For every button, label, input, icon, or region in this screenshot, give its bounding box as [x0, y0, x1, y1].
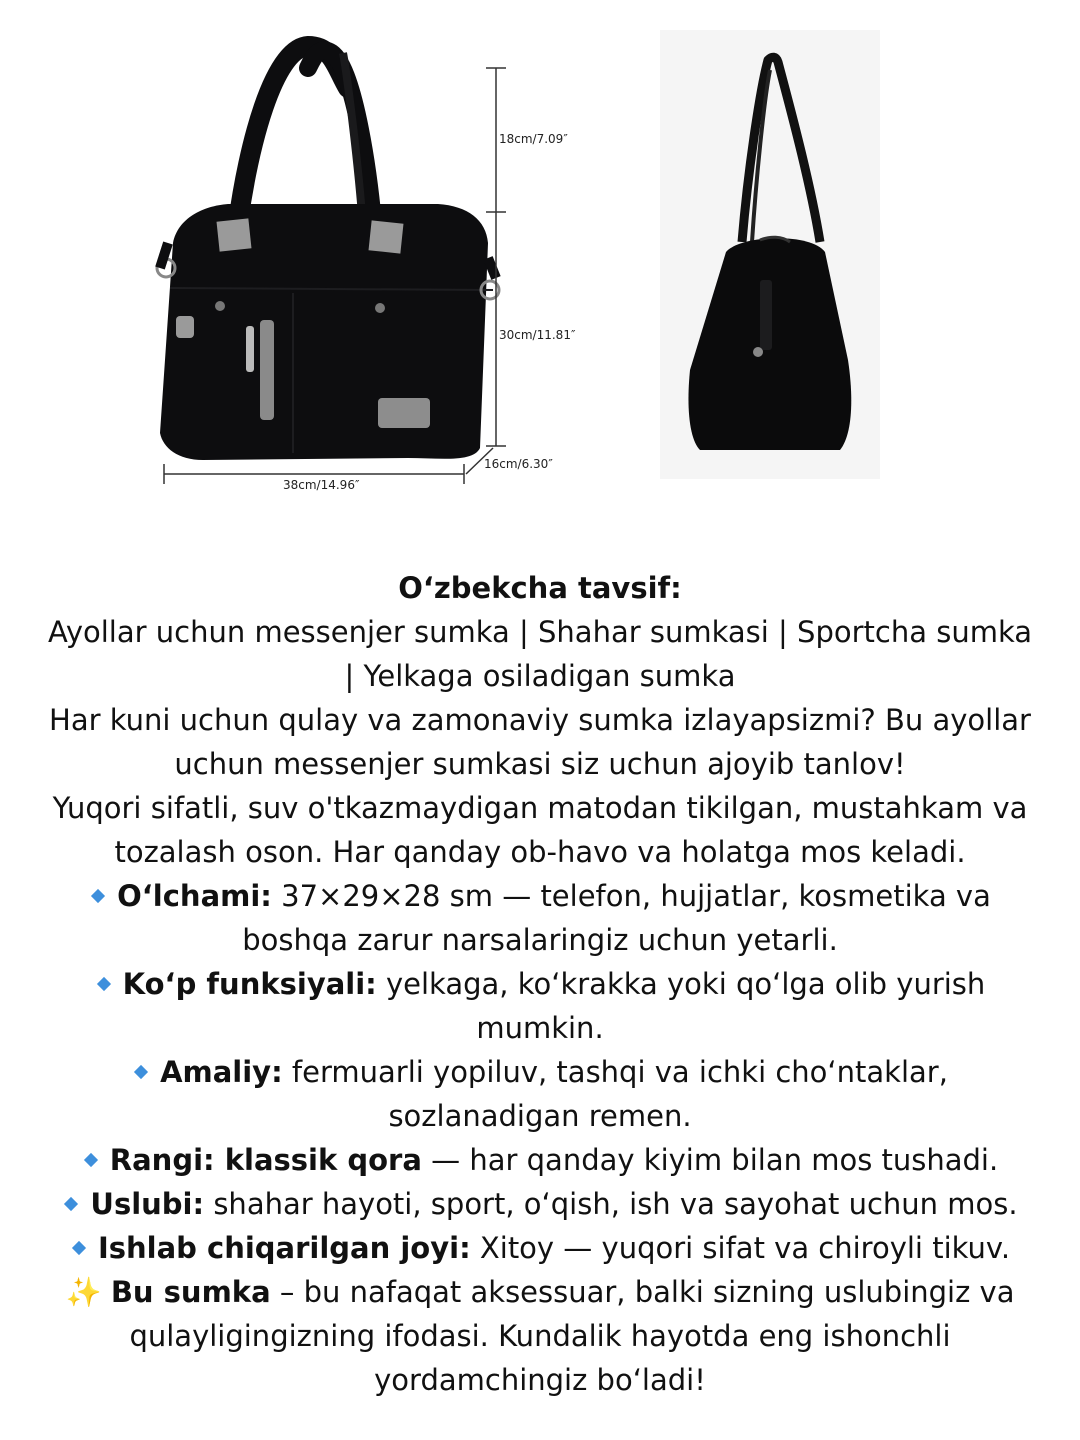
feature-text: 37×29×28 sm — telefon, hujjatlar, kosmetika va boshqa zarur narsalaringiz uchun yetarli. [242, 879, 991, 957]
description-intro-1: Har kuni uchun qulay va zamonaviy sumka izlayapsizmi? Bu ayollar uchun messenjer sumkasi siz uchun ajoyib tanlov! [49, 703, 1031, 781]
product-photo-side [660, 30, 880, 479]
closing-text: – bu nafaqat aksessuar, balki sizning uslubingiz va qulayligingizning ifodasi. Kundalik hayotda eng ishonchli yordamchingiz bo‘ladi! [129, 1275, 1015, 1397]
dimension-depth-label: 16cm/6.30″ [484, 457, 553, 471]
feature-text: yelkaga, ko‘krakka yoki qo‘lga olib yurish mumkin. [376, 967, 986, 1045]
dimension-body-label: 30cm/11.81″ [499, 328, 576, 342]
feature-item [40, 1182, 1040, 1226]
feature-label: Uslubi: [90, 1187, 205, 1221]
feature-item [40, 1138, 1040, 1182]
description-subtitle: Ayollar uchun messenjer sumka | Shahar sumkasi | Sportcha sumka | Yelkaga osiladigan sumka [47, 615, 1033, 693]
feature-label: O‘lchami: [117, 879, 272, 913]
feature-label: Ko‘p funksiyali: [122, 967, 377, 1001]
dimension-height-label: 18cm/7.09″ [499, 132, 568, 146]
diamond-bullet-icon [84, 1153, 98, 1167]
diamond-bullet-icon [64, 1197, 78, 1211]
feature-item [40, 1226, 1040, 1270]
diamond-bullet-icon [97, 977, 111, 991]
description-heading: O‘zbekcha tavsif: [398, 571, 682, 605]
feature-text: shahar hayoti, sport, o‘qish, ish va sayohat uchun mos. [204, 1187, 1018, 1221]
feature-label: Ishlab chiqarilgan joyi: [97, 1231, 471, 1265]
feature-text: Xitoy — yuqori sifat va chiroyli tikuv. [470, 1231, 1011, 1265]
dimension-width-label: 38cm/14.96″ [283, 478, 360, 492]
closing-paragraph [40, 1270, 1040, 1402]
bag-front-illustration [108, 28, 592, 506]
product-photo-front [108, 28, 592, 506]
feature-label: Rangi: klassik qora [109, 1143, 422, 1177]
description-block [40, 566, 1040, 1402]
diamond-bullet-icon [72, 1241, 86, 1255]
closing-label: Bu sumka [110, 1275, 271, 1309]
diamond-bullet-icon [134, 1065, 148, 1079]
feature-text: fermuarli yopiluv, tashqi va ichki cho‘ntaklar, sozlanadigan remen. [282, 1055, 948, 1133]
feature-text: — har qanday kiyim bilan mos tushadi. [421, 1143, 999, 1177]
feature-item [40, 1050, 1040, 1138]
description-intro-2: Yuqori sifatli, suv o'tkazmaydigan matodan tikilgan, mustahkam va tozalash oson. Har qanday ob-havo va holatga mos keladi. [52, 791, 1028, 869]
bag-side-illustration [660, 30, 880, 479]
feature-item [40, 962, 1040, 1050]
sparkles-icon: ✨ [65, 1275, 102, 1309]
feature-item [40, 874, 1040, 962]
diamond-bullet-icon [91, 889, 105, 903]
feature-label: Amaliy: [160, 1055, 283, 1089]
